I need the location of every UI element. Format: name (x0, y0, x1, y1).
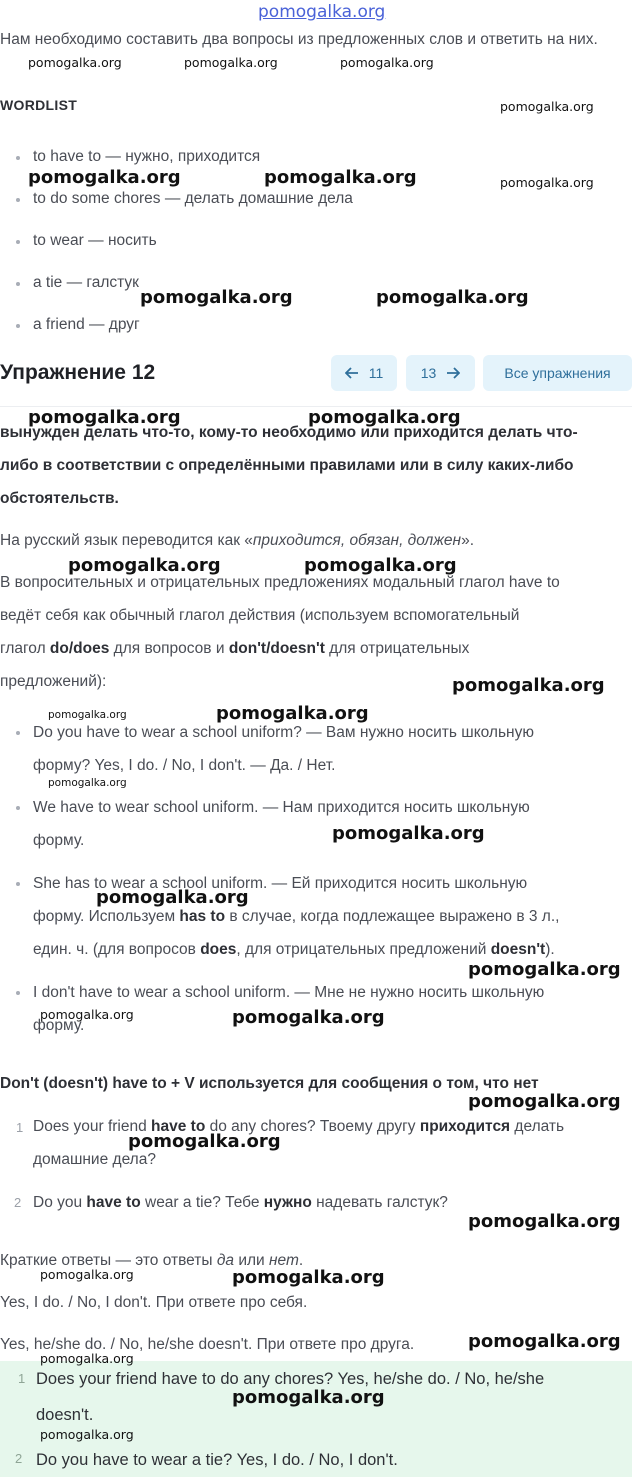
translation-line: На русский язык переводится как «приходится, обязан, должен». (0, 532, 475, 549)
bullet-dot (16, 198, 20, 202)
answer-line: doesn't. (36, 1406, 94, 1424)
short-answer-friend: Yes, he/she do. / No, he/she doesn't. При ответе про друга. (0, 1336, 415, 1353)
question-number: 1 (16, 1120, 24, 1135)
watermark: pomogalka.org (68, 555, 221, 576)
question-line: Do you have to wear a tie? Тебе нужно надевать галстук? (33, 1194, 448, 1211)
answer-line: Do you have to wear a tie? Yes, I do. / No, I don't. (36, 1451, 398, 1469)
example-line: We have to wear school uniform. — Нам приходится носить школьную (33, 799, 530, 816)
wordlist-item: a friend — друг (33, 316, 140, 333)
watermark: pomogalka.org (28, 55, 122, 70)
question-number: 2 (14, 1195, 22, 1210)
watermark: pomogalka.org (468, 1211, 621, 1232)
rule-line: обстоятельств. (0, 490, 119, 507)
example-line: един. ч. (для вопросов does, для отрицательных предложений doesn't). (33, 941, 555, 958)
watermark: pomogalka.org (340, 55, 434, 70)
answer-line: Does your friend have to do any chores? Yes, he/she do. / No, he/she (36, 1370, 545, 1388)
short-answers-intro: Краткие ответы — это ответы да или нет. (0, 1252, 304, 1269)
answer-number: 1 (18, 1371, 26, 1386)
bullet-dot (16, 806, 20, 810)
example-line: Do you have to wear a school uniform? — Вам нужно носить школьную (33, 724, 534, 741)
watermark: pomogalka.org (48, 777, 127, 789)
example-line: форму? Yes, I do. / No, I don't. — Да. / Нет. (33, 757, 336, 774)
modal-line: предложений): (0, 673, 107, 690)
dont-heading: Don't (doesn't) have to + V используется для сообщения о том, что нет (0, 1075, 539, 1092)
watermark: pomogalka.org (500, 175, 594, 190)
watermark: pomogalka.org (452, 675, 605, 696)
watermark: pomogalka.org (48, 709, 127, 721)
wordlist-item: to do some chores — делать домашние дела (33, 190, 353, 207)
watermark: pomogalka.org (232, 1267, 385, 1288)
watermark: pomogalka.org (304, 555, 457, 576)
modal-line: ведёт себя как обычный глагол действия (используем вспомогательный (0, 607, 520, 624)
watermark: pomogalka.org (232, 1387, 385, 1408)
prev-exercise-button[interactable] (331, 355, 397, 391)
arrow-left-icon (345, 367, 359, 379)
modal-line: В вопросительных и отрицательных предложениях модальный глагол have to (0, 574, 560, 591)
watermark: pomogalka.org (128, 1131, 281, 1152)
next-exercise-label: 13 (420, 365, 437, 381)
watermark: pomogalka.org (28, 167, 181, 188)
wordlist-title: WORDLIST (0, 97, 78, 113)
watermark: pomogalka.org (468, 1091, 621, 1112)
example-line: форму. (33, 1017, 85, 1034)
bullet-dot (16, 731, 20, 735)
all-exercises-button[interactable] (483, 355, 632, 391)
watermark: pomogalka.org (40, 1351, 134, 1366)
example-line: She has to wear a school uniform. — Ей приходится носить школьную (33, 875, 528, 892)
watermark: pomogalka.org (308, 407, 461, 428)
watermark: pomogalka.org (264, 167, 417, 188)
watermark: pomogalka.org (500, 99, 594, 114)
watermark: pomogalka.org (40, 1007, 134, 1022)
watermark: pomogalka.org (40, 1427, 134, 1442)
watermark: pomogalka.org (332, 823, 485, 844)
example-line: форму. Используем has to в случае, когда подлежащее выражено в 3 л., (33, 908, 560, 925)
exercise-title: Упражнение 12 (0, 361, 156, 384)
example-line: форму. (33, 832, 85, 849)
watermark: pomogalka.org (376, 287, 529, 308)
bullet-dot (16, 324, 20, 328)
bullet-dot (16, 156, 20, 160)
short-answer-self: Yes, I do. / No, I don't. При ответе про себя. (0, 1294, 308, 1311)
all-exercises-label: Все упражнения (504, 365, 611, 381)
example-line: I don't have to wear a school uniform. — Мне не нужно носить школьную (33, 984, 545, 1001)
answer-number: 2 (15, 1451, 23, 1466)
watermark: pomogalka.org (28, 407, 181, 428)
wordlist-item: to have to — нужно, приходится (33, 148, 261, 165)
bullet-dot (16, 882, 20, 886)
arrow-right-icon (446, 367, 460, 379)
question-line: Does your friend have to do any chores? Твоему другу приходится делать (33, 1118, 565, 1135)
wordlist-item: a tie — галстук (33, 274, 139, 291)
watermark: pomogalka.org (40, 1267, 134, 1282)
rule-line: либо в соответствии с определёнными правилами или в силу каких-либо (0, 457, 574, 474)
question-line: домашние дела? (33, 1151, 156, 1168)
task-text: Нам необходимо составить два вопросы из предложенных слов и ответить на них. (0, 31, 598, 48)
watermark: pomogalka.org (468, 959, 621, 980)
rule-line: вынужден делать что-то, кому-то необходимо или приходится делать что- (0, 424, 578, 441)
watermark: pomogalka.org (96, 887, 249, 908)
watermark: pomogalka.org (184, 55, 278, 70)
modal-line: глагол do/does для вопросов и don't/doesn't для отрицательных (0, 640, 470, 657)
watermark: pomogalka.org (232, 1007, 385, 1028)
bullet-dot (16, 240, 20, 244)
site-logo[interactable]: pomogalka.org (258, 2, 386, 22)
next-exercise-button[interactable] (406, 355, 475, 391)
watermark: pomogalka.org (216, 703, 369, 724)
prev-exercise-label: 11 (368, 365, 384, 381)
watermark: pomogalka.org (468, 1331, 621, 1352)
watermark: pomogalka.org (140, 287, 293, 308)
bullet-dot (16, 282, 20, 286)
wordlist-item: to wear — носить (33, 232, 157, 249)
bullet-dot (16, 991, 20, 995)
